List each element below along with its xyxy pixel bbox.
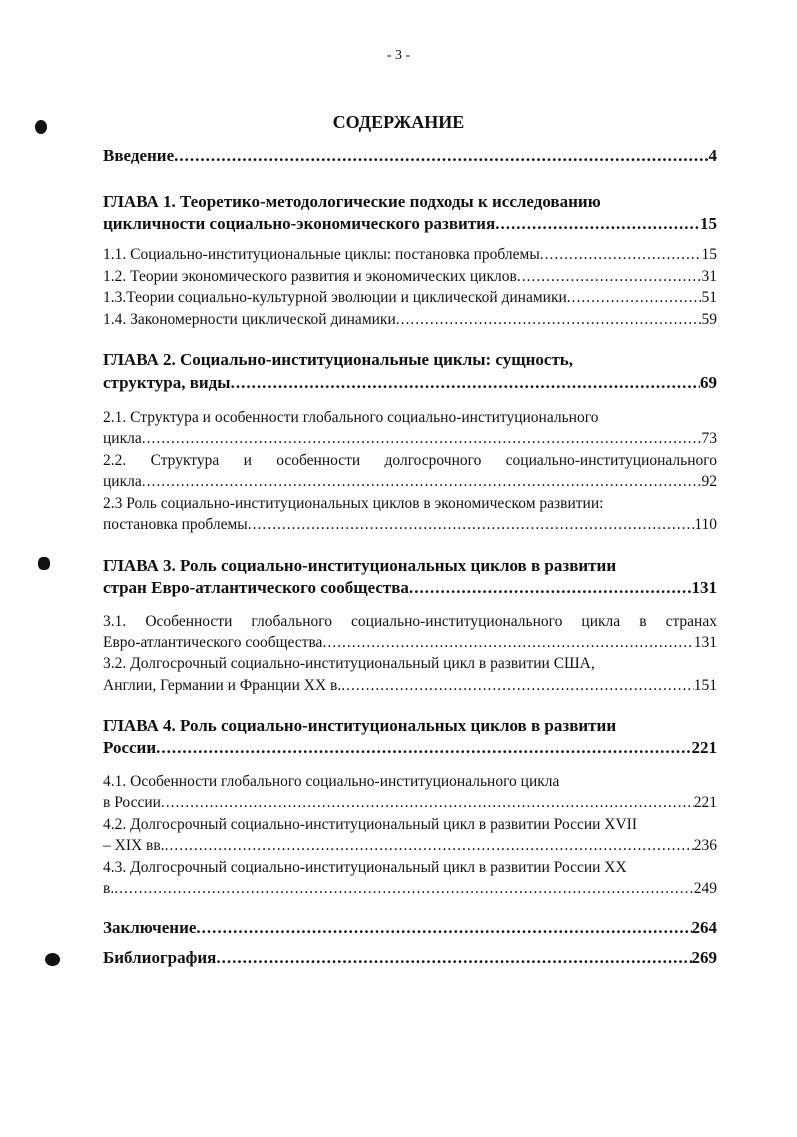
entry-title: 1.1. Социально-институциональные циклы: постановка проблемы bbox=[103, 246, 540, 263]
page-ref: 15 bbox=[701, 246, 717, 263]
page-ref: 15 bbox=[700, 214, 717, 233]
chapter-2-entry[interactable] bbox=[103, 373, 717, 393]
entry-title: 1.4. Закономерности циклической динамики bbox=[103, 311, 396, 328]
section-3-2[interactable] bbox=[103, 676, 717, 696]
scan-artifact-mark bbox=[38, 557, 50, 570]
page-ref: 264 bbox=[691, 918, 717, 937]
page-ref: 151 bbox=[693, 677, 717, 694]
entry-title: цикла bbox=[103, 473, 142, 490]
entry-title: стран Евро-атлантического сообщества bbox=[103, 578, 409, 597]
section-2-2-line[interactable]: 2.2. Структура и особенности долгосрочного социально-институционального bbox=[103, 452, 717, 469]
page-ref: 73 bbox=[701, 430, 717, 447]
page-ref: 4 bbox=[708, 146, 717, 165]
page-ref: 69 bbox=[700, 373, 717, 392]
leader-dots bbox=[322, 633, 693, 653]
entry-title: России bbox=[103, 738, 157, 757]
section-2-3[interactable] bbox=[103, 515, 717, 535]
entry-title: структура, виды bbox=[103, 373, 231, 392]
section-4-3[interactable] bbox=[103, 879, 717, 899]
scan-artifact-mark bbox=[35, 120, 47, 134]
entry-title: Евро-атлантического сообщества bbox=[103, 634, 323, 651]
entry-title: – XIX вв. bbox=[103, 837, 165, 854]
chapter-3-title[interactable]: ГЛАВА 3. Роль социально-институциональных циклов в развитии bbox=[103, 556, 617, 575]
section-2-1[interactable] bbox=[103, 429, 717, 449]
section-3-2-line[interactable]: 3.2. Долгосрочный социально-институциональный цикл в развитии США, bbox=[103, 655, 595, 672]
leader-dots bbox=[142, 472, 702, 492]
section-3-1-line[interactable]: 3.1. Особенности глобального социально-институционального цикла в странах bbox=[103, 613, 717, 630]
chapter-4-title[interactable]: ГЛАВА 4. Роль социально-институциональных циклов в развитии bbox=[103, 716, 617, 735]
page-ref: 92 bbox=[701, 473, 717, 490]
scan-artifact-mark bbox=[45, 953, 60, 966]
leader-dots bbox=[114, 879, 694, 899]
entry-title: Англии, Германии и Франции XX в. bbox=[103, 677, 342, 694]
leader-dots bbox=[495, 214, 700, 234]
leader-dots bbox=[142, 429, 702, 449]
chapter-4-entry[interactable] bbox=[103, 738, 717, 758]
toc-entry-conclusion[interactable] bbox=[103, 918, 717, 938]
page-ref: 131 bbox=[693, 634, 717, 651]
section-1-1[interactable] bbox=[103, 245, 717, 265]
leader-dots bbox=[248, 515, 695, 535]
leader-dots bbox=[396, 310, 702, 330]
section-3-1[interactable] bbox=[103, 633, 717, 653]
leader-dots bbox=[409, 578, 692, 598]
entry-title: цикличности социально-экономического развития bbox=[103, 214, 496, 233]
page-ref: 110 bbox=[694, 516, 717, 533]
section-1-3[interactable] bbox=[103, 288, 717, 308]
page-ref: 131 bbox=[691, 578, 717, 597]
page-ref: 59 bbox=[701, 311, 717, 328]
entry-title: Введение bbox=[103, 146, 175, 165]
page-ref: 51 bbox=[701, 289, 717, 306]
page-ref: 236 bbox=[693, 837, 717, 854]
section-2-1-line[interactable]: 2.1. Структура и особенности глобального социально-институционального bbox=[103, 409, 599, 426]
page-ref: 221 bbox=[693, 794, 717, 811]
entry-title: в. bbox=[103, 880, 115, 897]
leader-dots bbox=[174, 146, 708, 166]
section-2-3-line[interactable]: 2.3 Роль социально-институциональных циклов в экономическом развитии: bbox=[103, 495, 604, 512]
entry-title: Библиография bbox=[103, 948, 217, 967]
chapter-1-entry[interactable] bbox=[103, 214, 717, 234]
section-4-3-line[interactable]: 4.3. Долгосрочный социально-институциональный цикл в развитии России XX bbox=[103, 859, 627, 876]
chapter-3-entry[interactable] bbox=[103, 578, 717, 598]
leader-dots bbox=[341, 676, 694, 696]
page-title: СОДЕРЖАНИЕ bbox=[332, 112, 465, 132]
entry-title: постановка проблемы bbox=[103, 516, 248, 533]
leader-dots bbox=[156, 738, 691, 758]
leader-dots bbox=[567, 288, 702, 308]
leader-dots bbox=[165, 836, 694, 856]
chapter-1-title[interactable]: ГЛАВА 1. Теоретико-методологические подходы к исследованию bbox=[103, 192, 601, 211]
leader-dots bbox=[517, 267, 702, 287]
page-number: - 3 - bbox=[386, 48, 411, 63]
leader-dots bbox=[216, 948, 691, 968]
page-ref: 269 bbox=[691, 948, 717, 967]
chapter-2-title[interactable]: ГЛАВА 2. Социально-институциональные циклы: сущность, bbox=[103, 350, 574, 369]
toc-entry-intro[interactable] bbox=[103, 146, 717, 166]
page-ref: 31 bbox=[701, 268, 717, 285]
entry-title: Заключение bbox=[103, 918, 197, 937]
entry-title: 1.2. Теории экономического развития и экономических циклов bbox=[103, 268, 517, 285]
section-1-4[interactable] bbox=[103, 310, 717, 330]
leader-dots bbox=[161, 793, 694, 813]
section-4-1[interactable] bbox=[103, 793, 717, 813]
entry-title: 1.3.Теории социально-культурной эволюции и циклической динамики bbox=[103, 289, 567, 306]
page-ref: 221 bbox=[691, 738, 717, 757]
leader-dots bbox=[540, 245, 702, 265]
entry-title: в России bbox=[103, 794, 161, 811]
leader-dots bbox=[196, 918, 691, 938]
toc-entry-bibliography[interactable] bbox=[103, 948, 717, 968]
leader-dots bbox=[231, 373, 700, 393]
section-4-2[interactable] bbox=[103, 836, 717, 856]
entry-title: цикла bbox=[103, 430, 142, 447]
section-4-2-line[interactable]: 4.2. Долгосрочный социально-институциональный цикл в развитии России XVII bbox=[103, 816, 638, 833]
page-ref: 249 bbox=[693, 880, 717, 897]
section-1-2[interactable] bbox=[103, 267, 717, 287]
section-4-1-line[interactable]: 4.1. Особенности глобального социально-институционального цикла bbox=[103, 773, 560, 790]
section-2-2[interactable] bbox=[103, 472, 717, 492]
